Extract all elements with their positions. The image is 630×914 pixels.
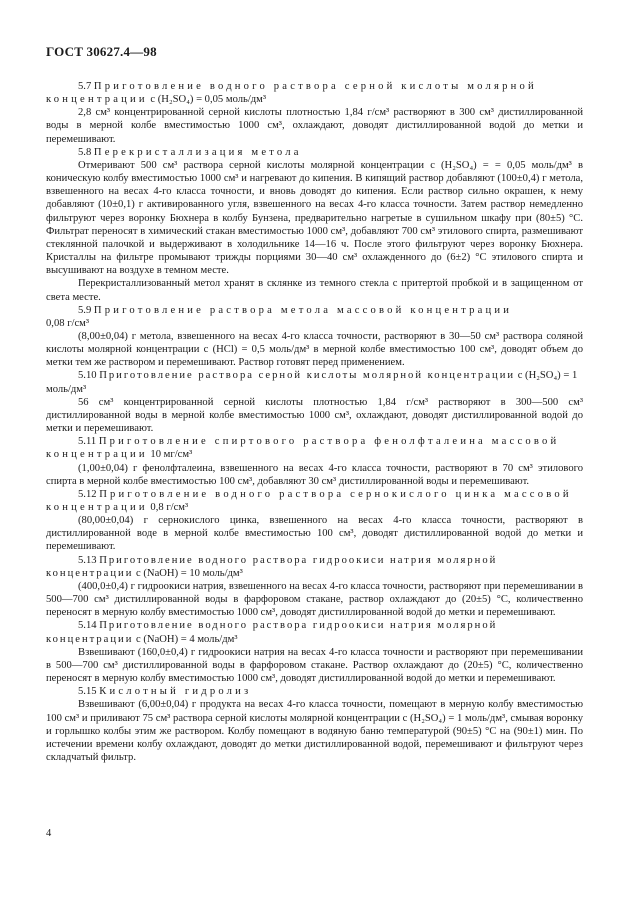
document-body bbox=[46, 80, 583, 764]
document-header: ГОСТ 30627.4—98 bbox=[46, 44, 157, 59]
section-5-15-text: Взвешивают (6,00±0,04) г продукта на весах 4-го класса точности, помещают в мерную колбу вместимостью 100 см³ и приливают 75 см³ раствора серной кислоты молярной концентрации c (H₂SO₄) = 1 моль/дм³, смывая воронку и горлышко колбы этим же раствором. Колбу помещают в водяную баню температурой (90±5) °С на (90±1) мин. По истечении времени колбу охлаждают, доводят до метки дистиллированной водой, перемешивают и фильтруют через складчатый фильтр. bbox=[46, 699, 583, 763]
section-5-11-text: (1,00±0,04) г фенолфталеина, взвешенного на весах 4-го класса точности, растворяют в 70 см³ этилового спирта в мерной колбе вместимостью 100 см³, добавляют 30 см³ дистиллированной воды и перемешивают. bbox=[46, 462, 583, 487]
section-5-10-text: 56 см³ концентрированной серной кислоты плотностью 1,84 г/см³ растворяют в 300—500 см³ дистиллированной воды в мерной колбе вместимостью 1000 см³, охлаждают, доводят дистиллированной водой до метки и перемешивают. bbox=[46, 396, 583, 435]
page-number: 4 bbox=[46, 828, 52, 839]
section-5-8-note: Перекристаллизованный метол хранят в склянке из темного стекла с притертой пробкой и в защищенном от света месте. bbox=[46, 278, 583, 303]
section-5-12-text: (80,00±0,04) г сернокислого цинка, взвешенного на весах 4-го класса точности, растворяют в дистиллированной воде в мерной колбе вместимостью 100 см³, доводят дистиллированной водой до метки и перемешивают. bbox=[46, 515, 583, 553]
section-5-11-title: 5.11 Приготовление спиртового раствора фенолфталеина массовой концентрации 10 мг/см³ bbox=[46, 436, 560, 461]
section-5-8-title: 5.8 Перекристаллизация метола bbox=[78, 146, 302, 158]
section-5-10-title: 5.10 Приготовление раствора серной кислоты молярной концентрации c (H₂SO₄) = 1 моль/дм³ bbox=[46, 370, 578, 395]
section-5-14-title: 5.14 Приготовление водного раствора гидроокиси натрия молярной концентрации c (NaOH) = 4 моль/дм³ bbox=[46, 620, 498, 645]
section-5-12-title: 5.12 Приготовление водного раствора сернокислого цинка массовой концентрации 0,8 г/см³ bbox=[46, 488, 572, 513]
section-5-7-title: 5.7 Приготовление водного раствора серной кислоты молярной концентрации c (H₂SO₄) = 0,05 моль/дм³ bbox=[46, 81, 537, 106]
section-5-15-title: 5.15 Кислотный гидролиз bbox=[78, 686, 252, 698]
section-5-8-text: Отмеривают 500 см³ раствора серной кислоты молярной концентрации c (H₂SO₄) = = 0,05 моль/дм³ в коническую колбу вместимостью 1000 см³ и нагревают до кипения. В кипящий раствор добавляют (100±0,4) г метола, взвешенного на весах 4-го класса точности, и вновь доводят до кипения. Если раствор сильно окрашен, к нему добавляют (10±0,1) г активированного угля, взвешенного на весах 4-го класса точности. Затем раствор немедленно фильтруют через воронку Бюхнера в колбу Бунзена, предварительно нагретые в сушильном шкафу при (80±5) °С. Фильтрат переносят в химический стакан вместимостью 1000 см³, добавляют 700 см³ этилового спирта, размешивают стеклянной палочкой и выдерживают в холодильнике 14—16 ч. После этого фильтруют через воронку Бюхнера. Кристаллы на фильтре промывают трижды порциями 30—40 см³ охлажденного до (6±2) °С этилового спирта и высушивают на воздухе в темном месте. bbox=[46, 159, 583, 277]
section-5-13-title: 5.13 Приготовление водного раствора гидроокиси натрия молярной концентрации c (NaOH) = 10 моль/дм³ bbox=[46, 554, 498, 579]
section-5-13-text: (400,0±0,4) г гидроокиси натрия, взвешенного на весах 4-го класса точности, растворяют при перемешивании в 500—700 см³ дистиллированной воды в фарфоровом стакане, раствор охлаждают до (20±5) °С, количественно переносят в мерную колбу вместимостью 1000 см³, доводят дистиллированной водой до метки и перемешивают. bbox=[46, 580, 583, 619]
section-5-7-text: 2,8 см³ концентрированной серной кислоты плотностью 1,84 г/см³ растворяют в 300 см³ дистиллированной воды в мерной колбе вместимостью 1000 см³, охлаждают, доводят дистиллированной водой до метки и перемешивают. bbox=[46, 107, 583, 145]
section-5-9-title: 5.9 Приготовление раствора метола массовой концентрации 0,08 г/см³ bbox=[46, 304, 513, 329]
section-5-14-text: Взвешивают (160,0±0,4) г гидроокиси натрия на весах 4-го класса точности и растворяют при перемешивании в 500—700 см³ дистиллированной воды в фарфоровом стакане. Раствор охлаждают до (20±5) °С, количественно переносят в мерную колбу вместимостью 1000 см³, доводят дистиллированной водой до метки и перемешивают. bbox=[46, 646, 583, 685]
section-5-9-text: (8,00±0,04) г метола, взвешенного на весах 4-го класса точности, растворяют в 30—50 см³ раствора соляной кислоты молярной концентрации c (HCl) = 0,5 моль/дм³ в мерной колбе вместимостью 100 см³, доводят объем до метки тем же раствором и перемешивают. Раствор готовят перед применением. bbox=[46, 330, 583, 369]
